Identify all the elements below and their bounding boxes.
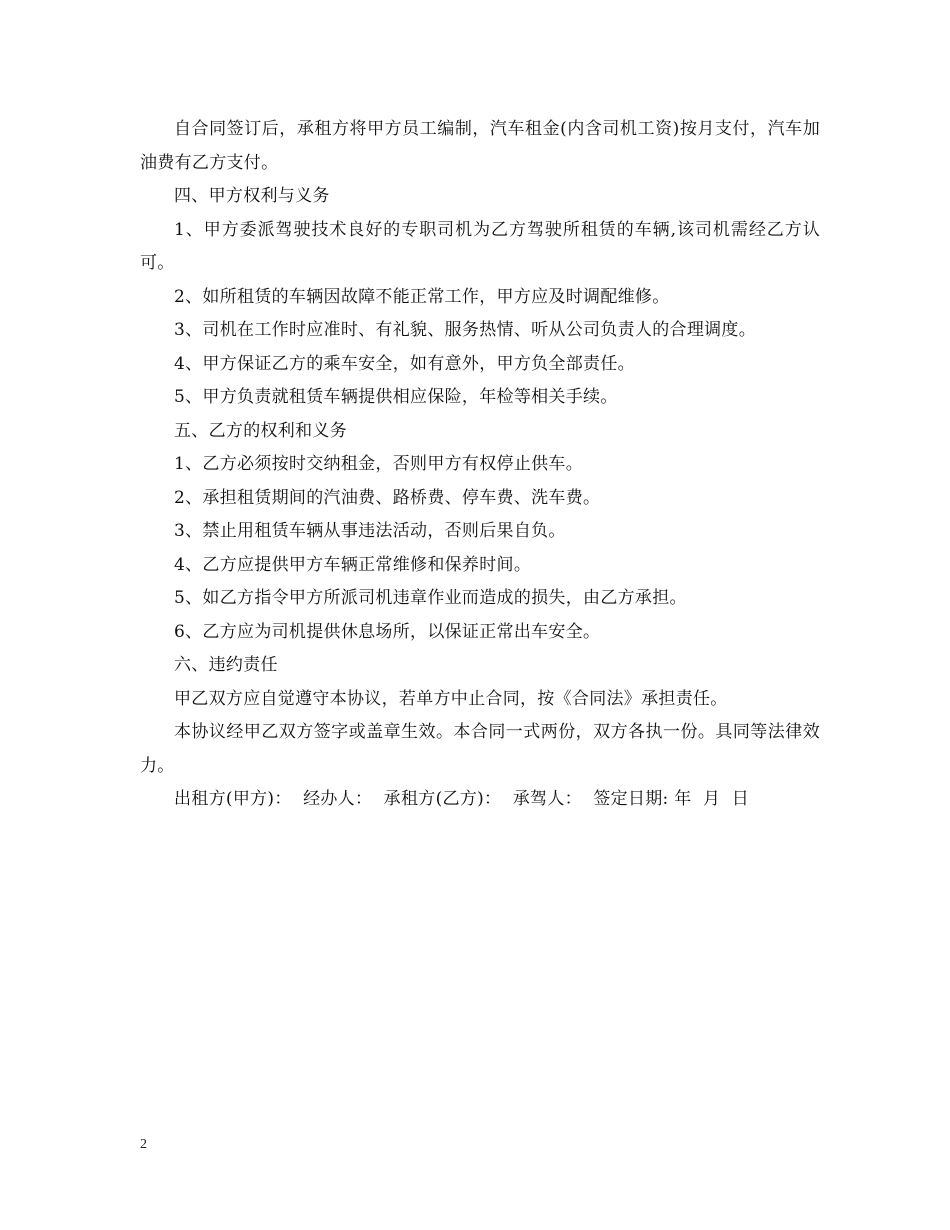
clause-b-4: 4、乙方应提供甲方车辆正常维修和保养时间。 bbox=[174, 554, 532, 575]
clause-b-5: 5、如乙方指令甲方所派司机违章作业而造成的损失，由乙方承担。 bbox=[174, 588, 687, 608]
clause-a-3: 3、司机在工作时应准时、有礼貌、服务热情、听从公司负责人的合理调度。 bbox=[174, 320, 757, 340]
paragraph-effectiveness: 本协议经甲乙双方签字或盖章生效。本合同一式两份，双方各执一份。具同等法律效力。 bbox=[140, 722, 820, 776]
clause-b-6: 6、乙方应为司机提供休息场所，以保证正常出车安全。 bbox=[174, 621, 601, 642]
clause-a-5: 5、甲方负责就租赁车辆提供相应保险，年检等相关手续。 bbox=[174, 387, 618, 407]
paragraph-payment-terms: 自合同签订后，承租方将甲方员工编制，汽车租金(内含司机工资)按月支付，汽车加油费有乙方支付。 bbox=[140, 119, 820, 173]
clause-b-2: 2、承担租赁期间的汽油费、路桥费、停车费、洗车费。 bbox=[174, 487, 601, 508]
section-heading-breach-liability: 六、违约责任 bbox=[174, 655, 278, 675]
clause-b-1: 1、乙方必须按时交纳租金，否则甲方有权停止供车。 bbox=[174, 454, 584, 474]
clause-a-2: 2、如所租赁的车辆因故障不能正常工作，甲方应及时调配维修。 bbox=[174, 286, 670, 307]
document-body bbox=[140, 113, 820, 817]
clause-a-1: 1、甲方委派驾驶技术良好的专职司机为乙方驾驶所租赁的车辆,该司机需经乙方认可。 bbox=[140, 219, 820, 273]
clause-a-4: 4、甲方保证乙方的乘车安全，如有意外，甲方负全部责任。 bbox=[174, 353, 635, 374]
section-heading-party-a-rights: 四、甲方权利与义务 bbox=[174, 186, 330, 206]
paragraph-breach-terms: 甲乙双方应自觉遵守本协议，若单方中止合同，按《合同法》承担责任。 bbox=[174, 688, 728, 709]
section-heading-party-b-rights: 五、乙方的权利和义务 bbox=[174, 420, 347, 441]
page-number: 2 bbox=[140, 1137, 147, 1152]
clause-b-3: 3、禁止用租赁车辆从事违法活动，否则后果自负。 bbox=[174, 521, 566, 541]
signature-line: 出租方(甲方)： 经办人： 承租方(乙方)： 承驾人： 签定日期: 年 月 日 bbox=[174, 789, 750, 809]
